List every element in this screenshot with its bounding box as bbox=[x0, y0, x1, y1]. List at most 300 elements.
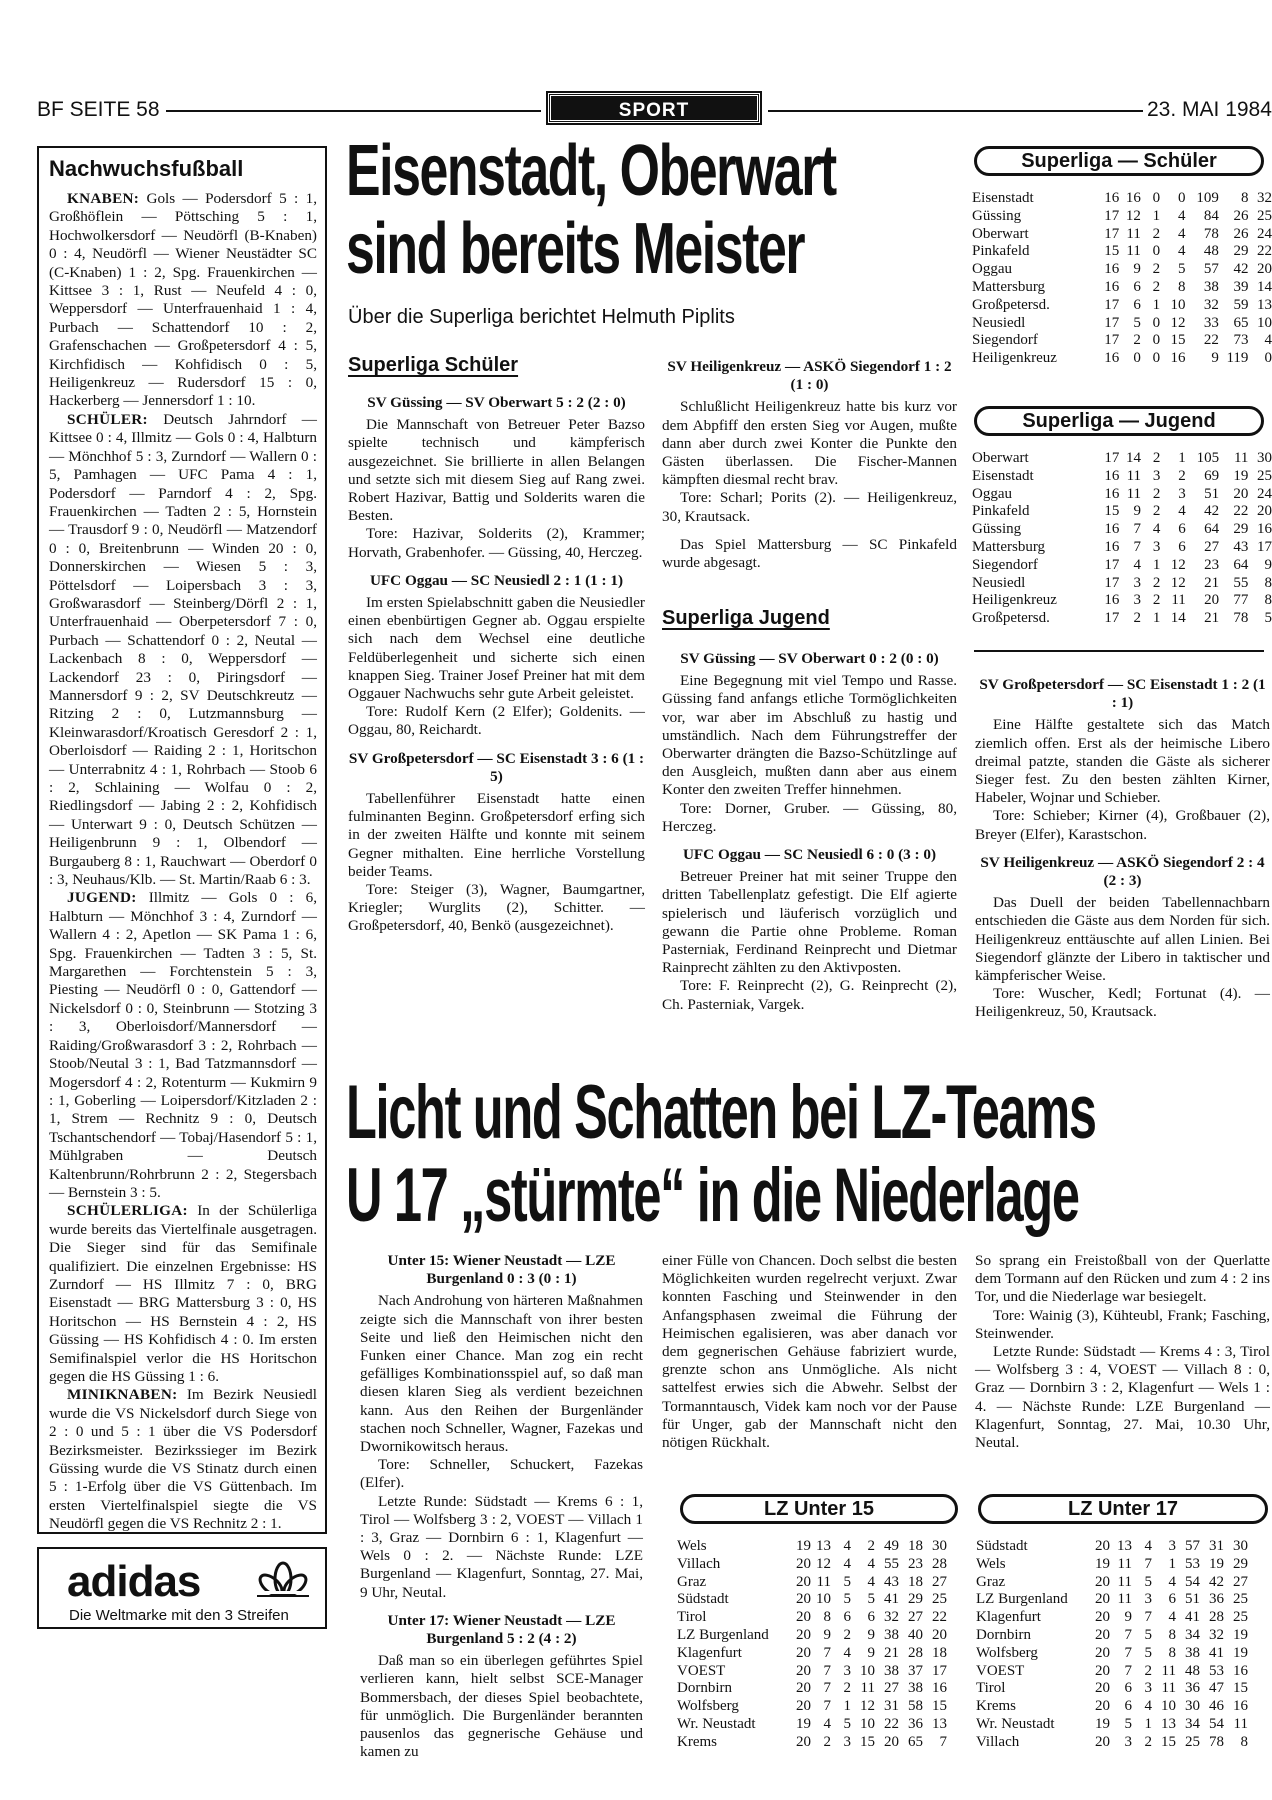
results-paragraph bbox=[49, 411, 317, 890]
article-column-3 bbox=[975, 670, 1270, 1032]
stat-cell: 58 bbox=[908, 1698, 923, 1715]
table-row bbox=[976, 1716, 1248, 1734]
team-name: Dornbirn bbox=[976, 1626, 1031, 1643]
scorers: Tore: Scharl; Porits (2). — Heiligenkreuz, 30, Krautsack. bbox=[662, 489, 957, 525]
stat-cell: 5 bbox=[1144, 1573, 1152, 1590]
stat-cell: 27 bbox=[884, 1680, 899, 1697]
table-row bbox=[677, 1698, 947, 1716]
stat-cell: 8 bbox=[1240, 1733, 1248, 1750]
stat-cell: 6 bbox=[1133, 296, 1141, 313]
stat-cell: 30 bbox=[1233, 1538, 1248, 1554]
stat-cell: 20 bbox=[1095, 1609, 1110, 1626]
stat-cell: 16 bbox=[1104, 467, 1120, 484]
stat-cell: 29 bbox=[1233, 243, 1249, 260]
stat-cell: 16 bbox=[1104, 350, 1120, 367]
stat-cell: 2 bbox=[1178, 467, 1186, 484]
team-name: Oggau bbox=[972, 485, 1012, 502]
stat-cell: 4 bbox=[843, 1555, 851, 1572]
stat-cell: 19 bbox=[1209, 1555, 1224, 1572]
stat-cell: 13 bbox=[1161, 1715, 1176, 1732]
stat-cell: 20 bbox=[1095, 1733, 1110, 1750]
table-row bbox=[976, 1538, 1248, 1556]
stat-cell: 9 bbox=[1133, 261, 1141, 278]
stat-cell: 17 bbox=[1104, 450, 1120, 466]
stat-cell: 16 bbox=[1170, 350, 1186, 367]
team-name: Güssing bbox=[972, 521, 1022, 538]
box-title: Nachwuchsfußball bbox=[49, 156, 244, 181]
table-row bbox=[976, 1591, 1248, 1609]
stat-cell: 30 bbox=[1257, 450, 1272, 466]
team-name: Eisenstadt bbox=[972, 190, 1034, 206]
stat-cell: 19 bbox=[796, 1538, 811, 1554]
table-row bbox=[972, 539, 1272, 557]
team-name: LZ Burgenland bbox=[976, 1591, 1068, 1608]
stat-cell: 42 bbox=[1209, 1573, 1224, 1590]
paragraph: Das Spiel Mattersburg — SC Pinkafeld wurde abgesagt. bbox=[662, 535, 957, 572]
stat-cell: 25 bbox=[1185, 1733, 1200, 1750]
table-row bbox=[976, 1734, 1248, 1752]
stat-cell: 18 bbox=[908, 1538, 923, 1554]
stat-cell: 4 bbox=[1178, 243, 1186, 260]
stat-cell: 20 bbox=[1095, 1591, 1110, 1608]
stat-cell: 5 bbox=[1144, 1644, 1152, 1661]
stat-cell: 20 bbox=[796, 1644, 811, 1661]
stat-cell: 2 bbox=[823, 1733, 831, 1750]
results-text: Illmitz — Gols 0 : 6, Halbturn — Mönchhof 3 : 4, Zurndorf — Wallern 4 : 2, Apetlon — SK Pama 1 : 6, Spg. Frauenkirchen — Tadten 3 : 5, St. Margarethen — Forchtenstein 5 : 3, Piesting — Neudörfl 0 : 0, Gattendorf — Nickelsdorf 0 : 0, Steinbrunn — Stotzing 3 : 3, Oberloisdorf/Mannersdorf — Raiding/Großwarasdorf 3 : 2, Rohrbach — Stoob/Neutal 3 : 1, Bad Tatzmannsdorf — Mogersdorf 4 : 2, Rotenturm — Kukmirn 9 : 1, Goberling — Loipersdorf/Kitzladen 2 : 1, Strem — Rechnitz 9 : 0, Deutsch Tschantschendorf — Tobaj/Hasendorf 5 : 1, Mühlgraben — Deutsch Kaltenbrunn/Rohrbrunn 2 : 2, Stegersbach — Bernstein 3 : 5. bbox=[49, 889, 317, 1201]
team-name: VOEST bbox=[976, 1662, 1025, 1679]
stat-cell: 19 bbox=[796, 1715, 811, 1732]
stat-cell: 23 bbox=[908, 1555, 923, 1572]
ad-brand: adidas bbox=[67, 1557, 201, 1606]
team-name: Villach bbox=[976, 1733, 1020, 1750]
stat-cell: 6 bbox=[1124, 1698, 1132, 1715]
stat-cell: 3 bbox=[1152, 467, 1161, 484]
stat-cell: 78 bbox=[1209, 1733, 1224, 1750]
team-name: Pinkafeld bbox=[972, 243, 1030, 260]
stat-cell: 16 bbox=[932, 1680, 947, 1697]
stat-cell: 9 bbox=[1124, 1609, 1132, 1626]
stat-cell: 15 bbox=[1233, 1680, 1248, 1697]
stat-cell: 4 bbox=[1133, 556, 1142, 573]
stat-cell: 6 bbox=[1178, 538, 1186, 555]
stat-cell: 25 bbox=[1233, 1609, 1248, 1626]
stat-cell: 20 bbox=[796, 1573, 811, 1590]
stat-cell: 7 bbox=[1144, 1609, 1152, 1626]
team-name: Großpetersd. bbox=[972, 296, 1050, 313]
stat-cell: 23 bbox=[1204, 556, 1220, 573]
team-name: Klagenfurt bbox=[976, 1609, 1041, 1626]
team-name: Tirol bbox=[677, 1609, 707, 1626]
stat-cell: 14 bbox=[1257, 278, 1272, 295]
stat-cell: 38 bbox=[908, 1680, 923, 1697]
stat-cell: 2 bbox=[1144, 1662, 1152, 1679]
scorers: Letzte Runde: Südstadt — Krems 6 : 1, Tirol — Wolfsberg 3 : 2, VOEST — Villach 1 : 3, Graz — Dornbirn 6 : 1, Klagenfurt — Wels 0 : 2. — Nächste Runde: LZE Burgenland — Klagenfurt, Sonntag, 27. Mai, 9 Uhr, Neutal. bbox=[360, 1492, 643, 1601]
stat-cell: 20 bbox=[796, 1609, 811, 1626]
scorers: Tore: F. Reinprecht (2), G. Reinprecht (2), Ch. Pasterniak, Vargek. bbox=[662, 977, 957, 1013]
stat-cell: 1 bbox=[1152, 296, 1161, 313]
stat-cell: 9 bbox=[867, 1644, 875, 1661]
stat-cell: 12 bbox=[1170, 574, 1186, 591]
stat-cell: 4 bbox=[823, 1715, 831, 1732]
scorers: Tore: Wuscher, Kedl; Fortunat (4). — Heiligenkreuz, 50, Krautsack. bbox=[975, 985, 1270, 1021]
stat-cell: 15 bbox=[860, 1733, 875, 1750]
stat-cell: 7 bbox=[1133, 538, 1142, 555]
match-heading: Unter 17: Wiener Neustadt — LZE Burgenland 5 : 2 (4 : 2) bbox=[387, 1611, 616, 1648]
stat-cell: 2 bbox=[867, 1538, 875, 1554]
stat-cell: 5 bbox=[843, 1715, 851, 1732]
stat-cell: 17 bbox=[1104, 207, 1120, 224]
stat-cell: 19 bbox=[1233, 1644, 1248, 1661]
stat-cell: 21 bbox=[884, 1644, 899, 1661]
scorers: Tore: Dorner, Gruber. — Güssing, 80, Herczeg. bbox=[662, 799, 957, 835]
ad-tagline: Die Weltmarke mit den 3 Streifen bbox=[69, 1607, 289, 1624]
stat-cell: 4 bbox=[843, 1538, 851, 1554]
stat-cell: 2 bbox=[843, 1626, 851, 1643]
stat-cell: 3 bbox=[1124, 1733, 1132, 1750]
stat-cell: 3 bbox=[1178, 485, 1186, 502]
stat-cell: 5 bbox=[1178, 261, 1186, 278]
paragraph: Im ersten Spielabschnitt gaben die Neusiedler einen ebenbürtigen Gegner ab. Oggau erspielte sich nach dem Wechsel eine deutliche Feldüberlegenheit und sicherte sich einen knappen Sieg. Trainer Josef Preiner hat mit dem Oggauer Nachwuchs sehr gute Arbeit geleistet. bbox=[348, 594, 645, 703]
team-name: Südstadt bbox=[976, 1538, 1028, 1554]
stat-cell: 5 bbox=[1264, 610, 1272, 627]
table-row bbox=[972, 190, 1272, 208]
stat-cell: 9 bbox=[1211, 350, 1219, 367]
stat-cell: 4 bbox=[867, 1555, 875, 1572]
stat-cell: 36 bbox=[908, 1715, 923, 1732]
table-row bbox=[976, 1698, 1248, 1716]
team-name: Pinkafeld bbox=[972, 503, 1030, 520]
results-text: Gols — Podersdorf 5 : 1, Großhöflein — Pöttsching 5 : 1, Hochwolkersdorf — Neudörfl (B-Knaben) 0 : 4, Neudörfl — Wiener Neustädter SC (C-Knaben) 1 : 2, Spg. Frauenkirchen — Kittsee 3 : 1, Rust — Neufeld 4 : 0, Weppersdorf — Unterfrauenhaid 1 : 4, Purbach — Schattendorf 10 : 2, Grafenschachen — Großpetersdorf 4 : 5, Kirchfidisch — Kohfidisch 0 : 5, Heiligenkreuz — Rudersdorf 15 : 0, Hackerberg — Jennersdorf 1 : 10. bbox=[49, 190, 317, 410]
paragraph: Eine Hälfte gestaltete sich das Match ziemlich offen. Erst als der heimische Libero dreimal patzte, standen die Gäste als sicherer Sieger fest. Zu den besten zählten Kirner, Habeler, Wojnar und Schieber. bbox=[975, 716, 1270, 807]
stat-cell: 4 bbox=[1178, 207, 1186, 224]
team-name: Oberwart bbox=[972, 450, 1029, 466]
results-paragraph bbox=[49, 1202, 317, 1386]
team-name: Neusiedl bbox=[972, 314, 1026, 331]
stat-cell: 6 bbox=[867, 1609, 875, 1626]
stat-cell: 11 bbox=[1117, 1555, 1132, 1572]
stat-cell: 42 bbox=[1204, 503, 1220, 520]
results-paragraph bbox=[49, 190, 317, 411]
team-name: Heiligenkreuz bbox=[972, 350, 1057, 367]
scorers: Tore: Hazivar, Solderits (2), Krammer; Horvath, Grabenhofer. — Güssing, 40, Herczeg. bbox=[348, 525, 645, 561]
table-row bbox=[976, 1645, 1248, 1663]
table-row bbox=[976, 1574, 1248, 1592]
stat-cell: 8 bbox=[1168, 1644, 1176, 1661]
section-heading-schueler: Superliga Schüler bbox=[348, 354, 519, 376]
stat-cell: 7 bbox=[823, 1680, 831, 1697]
stat-cell: 17 bbox=[1104, 332, 1120, 349]
table-row bbox=[972, 610, 1272, 628]
stat-cell: 10 bbox=[816, 1591, 831, 1608]
stat-cell: 11 bbox=[1233, 1715, 1248, 1732]
stat-cell: 2 bbox=[1144, 1733, 1152, 1750]
team-name: Mattersburg bbox=[972, 278, 1046, 295]
stat-cell: 34 bbox=[1185, 1626, 1200, 1643]
paragraph: Die Mannschaft von Betreuer Peter Bazso spielte technisch und kämpferisch ausgezeichnet. Sie brillierte in allen Belangen und setzte sich mit diesem Sieg auf Rang zwei. Robert Hazivar, Battig und Solderits waren die Besten. bbox=[348, 416, 645, 525]
table-row bbox=[972, 486, 1272, 504]
stat-cell: 77 bbox=[1233, 592, 1249, 609]
stat-cell: 16 bbox=[1104, 261, 1120, 278]
stat-cell: 5 bbox=[867, 1591, 875, 1608]
standings-table-schueler bbox=[972, 190, 1272, 368]
team-name: Wolfsberg bbox=[976, 1644, 1038, 1661]
stat-cell: 17 bbox=[1104, 314, 1120, 331]
results-text: Deutsch Jahrndorf — Kittsee 0 : 4, Illmitz — Gols 0 : 4, Halbturn — Mönchhof 5 : 3, Zurndorf — Wallern 0 : 5, Pamhagen — UFC Pama 4 : 1, Podersdorf — Parndorf 4 : 2, Spg. Frauenkirchen — Tadten 2 : 5, Hornstein — Trausdorf 9 : 0, Neudörfl — Matzendorf 0 : 0, Breitenbrunn — Winden 20 : 0, Donnerskirchen — Wiesen 5 : 3, Pöttelsdorf — Loipersbach 3 : 3, Großwarasdorf — Steinberg/Dörfl 2 : 1, Unterfrauenhaid — Oberpetersdorf 7 : 0, Purbach — Schattendorf 0 : 2, Neutal — Lackenbach 8 : 0, Weppersdorf — Lackendorf 23 : 0, Piringsdorf — Mannersdorf 9 : 2, SV Deutschkreutz — Ritzing 2 : 0, Lutzmannsburg — Kleinwarasdorf/Kroatisch Geresdorf 2 : 1, Oberloisdorf — Raiding 2 : 1, Horitschon — Unterrabnitz 4 : 1, Rohrbach — Stoob 6 : 2, Schlaining — Wolfau 0 : 2, Riedlingsdorf — Jabing 2 : 2, Kohfidisch — Unterwart 9 : 0, Deutsch Schützen — Heiligenbrunn 9 : 1, Olbendorf — Burgauberg 8 : 1, Rauchwart — Oberdorf 0 : 3, Neuhaus/Klb. — St. Martin/Raab 6 : 3. bbox=[49, 410, 317, 889]
table-row bbox=[972, 279, 1272, 297]
stat-cell: 5 bbox=[843, 1591, 851, 1608]
stat-cell: 22 bbox=[1257, 243, 1272, 260]
standings-table-u15 bbox=[677, 1538, 947, 1752]
results-paragraph bbox=[49, 889, 317, 1202]
byline: Über die Superliga berichtet Helmuth Piplits bbox=[348, 306, 735, 328]
table-row bbox=[972, 450, 1272, 468]
stat-cell: 15 bbox=[1104, 243, 1120, 260]
stat-cell: 4 bbox=[1168, 1573, 1176, 1590]
stat-cell: 41 bbox=[884, 1591, 899, 1608]
match-heading: UFC Oggau — SC Neusiedl 6 : 0 (3 : 0) bbox=[682, 846, 937, 864]
stat-cell: 20 bbox=[1095, 1626, 1110, 1643]
stat-cell: 9 bbox=[823, 1626, 831, 1643]
table-row bbox=[976, 1627, 1248, 1645]
stat-cell: 105 bbox=[1196, 450, 1220, 466]
stat-cell: 48 bbox=[1203, 243, 1219, 260]
table-row bbox=[972, 315, 1272, 333]
stat-cell: 4 bbox=[1144, 1538, 1152, 1554]
table-row bbox=[972, 297, 1272, 315]
stat-cell: 0 bbox=[1178, 190, 1186, 206]
stat-cell: 30 bbox=[1185, 1698, 1200, 1715]
table-row bbox=[677, 1556, 947, 1574]
team-name: Graz bbox=[976, 1573, 1006, 1590]
stat-cell: 16 bbox=[1104, 485, 1120, 502]
stat-cell: 27 bbox=[1233, 1573, 1248, 1590]
stat-cell: 3 bbox=[1133, 592, 1142, 609]
stat-cell: 11 bbox=[1126, 243, 1141, 260]
stat-cell: 32 bbox=[1257, 190, 1272, 206]
stat-cell: 20 bbox=[796, 1555, 811, 1572]
team-name: Wr. Neustadt bbox=[976, 1715, 1055, 1732]
stat-cell: 0 bbox=[1133, 350, 1141, 367]
table-row bbox=[972, 226, 1272, 244]
team-name: Südstadt bbox=[677, 1591, 729, 1608]
stat-cell: 11 bbox=[1171, 592, 1186, 609]
stat-cell: 15 bbox=[1104, 503, 1120, 520]
stat-cell: 4 bbox=[1264, 332, 1272, 349]
stat-cell: 14 bbox=[1170, 610, 1186, 627]
category-label: MINIKNABEN: bbox=[67, 1386, 178, 1404]
stat-cell: 17 bbox=[1104, 225, 1120, 242]
stat-cell: 13 bbox=[816, 1538, 831, 1554]
paragraph: Eine Begegnung mit viel Tempo und Rasse. Güssing fand anfangs etliche Tormöglichkeiten vor, war aber im Abschluß zu hastig und umständlich. Nach dem Führungstreffer der Oberwarter drängten die Bazso-Schützlinge auf den Ausgleich, mußten dann aber aus einem Konter den zweiten Treffer hinnehmen. bbox=[662, 672, 957, 799]
stat-cell: 1 bbox=[1144, 1715, 1152, 1732]
team-name: Wels bbox=[677, 1538, 707, 1554]
stat-cell: 64 bbox=[1204, 521, 1220, 538]
results-text: In der Schülerliga wurde bereits das Viertelfinale ausgetragen. Die Sieger sind für das Semifinale qualifiziert. Die einzelnen Ergebnisse: HS Zurndorf — HS Illmitz 7 : 0, BRG Eisenstadt — BRG Mattersburg 3 : 0, HS Horitschon — HS Bernstein 4 : 2, HS Güssing — HS Kohfidisch 4 : 0. Im ersten Semifinalspiel verlor die HS Horitschon gegen die HS Güssing 1 : 6. bbox=[49, 1202, 317, 1385]
paragraph: Letzte Runde: Südstadt — Krems 4 : 3, Tirol — Wolfsberg 3 : 4, VOEST — Villach 8 : 0, Graz — Dornbirn 3 : 2, Klagenfurt — Wels 1 : 4. — Nächste Runde: LZE Burgenland — Klagenfurt, Sonntag, 27. Mai, 10.30 Uhr, Neutal. bbox=[975, 1343, 1270, 1452]
stat-cell: 119 bbox=[1226, 350, 1249, 367]
stat-cell: 18 bbox=[932, 1644, 947, 1661]
team-name: Dornbirn bbox=[677, 1680, 732, 1697]
table-row bbox=[972, 350, 1272, 368]
stat-cell: 7 bbox=[1124, 1626, 1132, 1643]
stat-cell: 17 bbox=[932, 1662, 947, 1679]
stat-cell: 5 bbox=[1133, 314, 1141, 331]
team-name: Heiligenkreuz bbox=[972, 592, 1057, 609]
stat-cell: 78 bbox=[1203, 225, 1219, 242]
stat-cell: 11 bbox=[1126, 467, 1142, 484]
adidas-ad bbox=[37, 1547, 327, 1629]
paragraph: Tabellenführer Eisenstadt hatte einen fulminanten Beginn. Großpetersdorf erfing sich in der zweiten Hälfte und konnte mit seinem Gegner mithalten. Eine herrliche Vorstellung beider Teams. bbox=[348, 790, 645, 880]
stat-cell: 31 bbox=[884, 1698, 899, 1715]
stat-cell: 51 bbox=[1204, 485, 1220, 502]
stat-cell: 20 bbox=[1095, 1644, 1110, 1661]
stat-cell: 3 bbox=[1144, 1680, 1152, 1697]
table-title-schueler: Superliga — Schüler bbox=[974, 146, 1264, 176]
stat-cell: 2 bbox=[1152, 450, 1161, 466]
stat-cell: 2 bbox=[1152, 503, 1161, 520]
stat-cell: 28 bbox=[932, 1555, 947, 1572]
article-column-1 bbox=[348, 388, 645, 946]
table-row bbox=[677, 1716, 947, 1734]
stat-cell: 20 bbox=[796, 1698, 811, 1715]
stat-cell: 20 bbox=[796, 1591, 811, 1608]
stat-cell: 8 bbox=[1178, 278, 1186, 295]
stat-cell: 36 bbox=[1209, 1591, 1224, 1608]
stat-cell: 22 bbox=[1203, 332, 1219, 349]
stat-cell: 57 bbox=[1185, 1538, 1200, 1554]
team-name: Oberwart bbox=[972, 225, 1029, 242]
team-name: Villach bbox=[677, 1555, 721, 1572]
stat-cell: 7 bbox=[823, 1698, 831, 1715]
article-column-2a bbox=[662, 352, 957, 572]
stat-cell: 11 bbox=[860, 1680, 875, 1697]
stat-cell: 11 bbox=[1126, 485, 1142, 502]
stat-cell: 28 bbox=[908, 1644, 923, 1661]
stat-cell: 59 bbox=[1233, 296, 1249, 313]
stat-cell: 11 bbox=[1117, 1573, 1132, 1590]
table-row bbox=[976, 1680, 1248, 1698]
stat-cell: 20 bbox=[1095, 1538, 1110, 1554]
stat-cell: 17 bbox=[1104, 556, 1120, 573]
stat-cell: 34 bbox=[1185, 1715, 1200, 1732]
stat-cell: 4 bbox=[1152, 521, 1161, 538]
stat-cell: 17 bbox=[1257, 538, 1272, 555]
table-title-u17: LZ Unter 17 bbox=[978, 1494, 1268, 1524]
table-row bbox=[972, 575, 1272, 593]
stat-cell: 43 bbox=[1233, 538, 1249, 555]
stat-cell: 13 bbox=[1257, 296, 1272, 313]
stat-cell: 38 bbox=[884, 1662, 899, 1679]
stat-cell: 9 bbox=[1133, 503, 1142, 520]
table-row bbox=[972, 557, 1272, 575]
stat-cell: 32 bbox=[884, 1609, 899, 1626]
header-rule-right bbox=[768, 110, 1143, 112]
stat-cell: 8 bbox=[1264, 574, 1272, 591]
stat-cell: 24 bbox=[1257, 485, 1272, 502]
paragraph: Schlußlicht Heiligenkreuz hatte bis kurz vor dem Abpfiff den ersten Sieg vor Augen, mußte dann aber durch zwei Konter die Punkte den Gästen überlassen. Die Fischer-Mannen kämpften diesmal recht brav. bbox=[662, 398, 957, 489]
stat-cell: 54 bbox=[1185, 1573, 1200, 1590]
stat-cell: 37 bbox=[908, 1662, 923, 1679]
match-heading: SV Heiligenkreuz — ASKÖ Siegendorf 1 : 2 (1 : 0) bbox=[667, 358, 952, 394]
stat-cell: 11 bbox=[1161, 1662, 1176, 1679]
stat-cell: 64 bbox=[1233, 556, 1249, 573]
stat-cell: 29 bbox=[908, 1591, 923, 1608]
stat-cell: 1 bbox=[1152, 207, 1161, 224]
stat-cell: 3 bbox=[843, 1733, 851, 1750]
stat-cell: 25 bbox=[1257, 207, 1272, 224]
stat-cell: 6 bbox=[1133, 278, 1141, 295]
stat-cell: 14 bbox=[1126, 450, 1142, 466]
stat-cell: 12 bbox=[860, 1698, 875, 1715]
stat-cell: 20 bbox=[796, 1662, 811, 1679]
table-title-u15: LZ Unter 15 bbox=[680, 1494, 958, 1524]
stat-cell: 0 bbox=[1152, 314, 1161, 331]
team-name: Siegendorf bbox=[972, 556, 1038, 573]
table-row bbox=[677, 1574, 947, 1592]
stat-cell: 17 bbox=[1104, 296, 1120, 313]
paragraph: Tore: Schneller, Schuckert, Fazekas (Elfer). bbox=[360, 1456, 643, 1492]
stat-cell: 15 bbox=[932, 1698, 947, 1715]
table-row bbox=[972, 332, 1272, 350]
stat-cell: 11 bbox=[1117, 1591, 1132, 1608]
match-heading: SV Großpetersdorf — SC Eisenstadt 3 : 6 (1 : 5) bbox=[348, 749, 645, 785]
stat-cell: 39 bbox=[1233, 278, 1249, 295]
paragraph: einer Fülle von Chancen. Doch selbst die besten Möglichkeiten wurden regelrecht verjuxt. Zwar konnten Fasching und Steinwender in den Anfangsphasen zweimal die Führung der Heimischen egalisieren, was aber danach vor dem gegnerischen Gehäuse fabriziert wurde, grenzte schon ans Unmögliche. Als nicht sattelfest erwies sich die Abwehr. Selbst der Tormanntausch, Videk kam noch vor der Pause für Unger, gab der Mannschaft nicht den nötigen Rückhalt. bbox=[662, 1252, 957, 1452]
stat-cell: 7 bbox=[1144, 1555, 1152, 1572]
lz-article-column-3 bbox=[975, 1252, 1270, 1452]
team-name: Mattersburg bbox=[972, 538, 1046, 555]
article-column-2b bbox=[662, 644, 957, 1024]
stat-cell: 16 bbox=[1104, 538, 1120, 555]
stat-cell: 7 bbox=[1124, 1644, 1132, 1661]
stat-cell: 7 bbox=[1133, 521, 1142, 538]
issue-date: 23. MAI 1984 bbox=[1147, 98, 1272, 121]
table-title-jugend: Superliga — Jugend bbox=[974, 406, 1264, 436]
stat-cell: 1 bbox=[1152, 610, 1161, 627]
table-row bbox=[972, 208, 1272, 226]
stat-cell: 3 bbox=[1144, 1591, 1152, 1608]
stat-cell: 17 bbox=[1104, 574, 1120, 591]
scorers: Tore: Rudolf Kern (2 Elfer); Goldenits. — Oggau, 80, Reichardt. bbox=[348, 703, 645, 739]
stat-cell: 38 bbox=[884, 1626, 899, 1643]
stat-cell: 4 bbox=[1178, 503, 1186, 520]
stat-cell: 30 bbox=[932, 1538, 947, 1554]
stat-cell: 12 bbox=[1170, 556, 1186, 573]
youth-results-text bbox=[49, 190, 317, 1534]
scorers: Tore: Schieber; Kirner (4), Großbauer (2), Breyer (Elfer), Karastschon. bbox=[975, 807, 1270, 843]
category-label: KNABEN: bbox=[67, 190, 140, 207]
stat-cell: 2 bbox=[1133, 332, 1141, 349]
stat-cell: 4 bbox=[867, 1573, 875, 1590]
stat-cell: 16 bbox=[1233, 1662, 1248, 1679]
table-row bbox=[677, 1591, 947, 1609]
lz-article-column-2 bbox=[662, 1252, 957, 1452]
stat-cell: 2 bbox=[1152, 225, 1161, 242]
stat-cell: 33 bbox=[1203, 314, 1219, 331]
stat-cell: 10 bbox=[1257, 314, 1272, 331]
stat-cell: 0 bbox=[1152, 350, 1161, 367]
stat-cell: 109 bbox=[1196, 190, 1219, 206]
stat-cell: 7 bbox=[823, 1662, 831, 1679]
stat-cell: 7 bbox=[939, 1733, 947, 1750]
table-row bbox=[972, 261, 1272, 279]
stat-cell: 3 bbox=[1168, 1538, 1176, 1554]
stat-cell: 41 bbox=[1185, 1609, 1200, 1626]
stat-cell: 13 bbox=[1117, 1538, 1132, 1554]
stat-cell: 69 bbox=[1204, 467, 1220, 484]
stat-cell: 41 bbox=[1209, 1644, 1224, 1661]
stat-cell: 16 bbox=[1104, 521, 1120, 538]
